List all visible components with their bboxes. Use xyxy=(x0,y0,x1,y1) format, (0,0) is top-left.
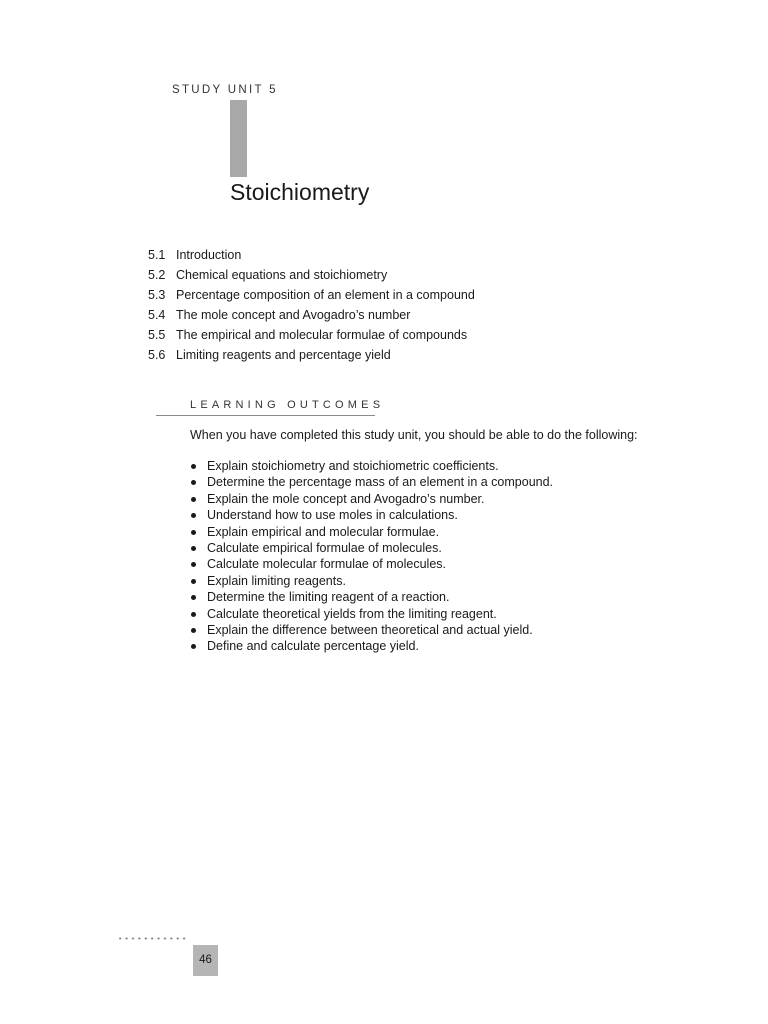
toc-item[interactable] xyxy=(148,285,475,305)
outcome-item: Calculate theoretical yields from the limiting reagent. xyxy=(190,606,553,622)
toc-text: Limiting reagents and percentage yield xyxy=(176,348,391,362)
toc-text: Chemical equations and stoichiometry xyxy=(176,268,388,282)
footer-dotted-rule xyxy=(117,937,187,940)
outcome-item: Explain limiting reagents. xyxy=(190,573,553,589)
table-of-contents xyxy=(148,245,475,365)
toc-number: 5.2 xyxy=(148,268,166,282)
outcome-item: Determine the limiting reagent of a reaction. xyxy=(190,589,553,605)
toc-number: 5.3 xyxy=(148,288,166,302)
outcome-item: Understand how to use moles in calculations. xyxy=(190,507,553,523)
outcome-item: Explain the difference between theoretical and actual yield. xyxy=(190,622,553,638)
toc-text: Percentage composition of an element in a compound xyxy=(176,288,475,302)
toc-item[interactable] xyxy=(148,245,475,265)
learning-outcomes-list xyxy=(190,458,553,655)
toc-number: 5.5 xyxy=(148,328,166,342)
learning-outcomes-intro: When you have completed this study unit, you should be able to do the following: xyxy=(190,428,638,442)
outcome-item: Explain empirical and molecular formulae. xyxy=(190,524,553,540)
page-number: 46 xyxy=(193,945,218,976)
learning-outcomes-heading: LEARNING OUTCOMES xyxy=(190,399,385,411)
toc-number: 5.1 xyxy=(148,248,166,262)
toc-text: Introduction xyxy=(176,248,242,262)
outcome-item: Calculate empirical formulae of molecules. xyxy=(190,540,553,556)
toc-item[interactable] xyxy=(148,305,475,325)
outcome-item: Define and calculate percentage yield. xyxy=(190,638,553,654)
outcome-item: Calculate molecular formulae of molecules. xyxy=(190,556,553,572)
outcome-item: Explain the mole concept and Avogadro’s number. xyxy=(190,491,553,507)
toc-number: 5.4 xyxy=(148,308,166,322)
toc-text: The empirical and molecular formulae of compounds xyxy=(176,328,468,342)
outcome-item: Explain stoichiometry and stoichiometric coefficients. xyxy=(190,458,553,474)
toc-item[interactable] xyxy=(148,325,475,345)
toc-item[interactable] xyxy=(148,345,475,365)
toc-text: The mole concept and Avogadro’s number xyxy=(176,308,411,322)
unit-label: STUDY UNIT 5 xyxy=(172,84,278,96)
outcome-item: Determine the percentage mass of an element in a compound. xyxy=(190,474,553,490)
unit-marker-bar xyxy=(230,100,247,177)
toc-number: 5.6 xyxy=(148,348,166,362)
chapter-title: Stoichiometry xyxy=(230,179,370,205)
toc-item[interactable] xyxy=(148,265,475,285)
learning-outcomes-rule xyxy=(156,415,375,416)
